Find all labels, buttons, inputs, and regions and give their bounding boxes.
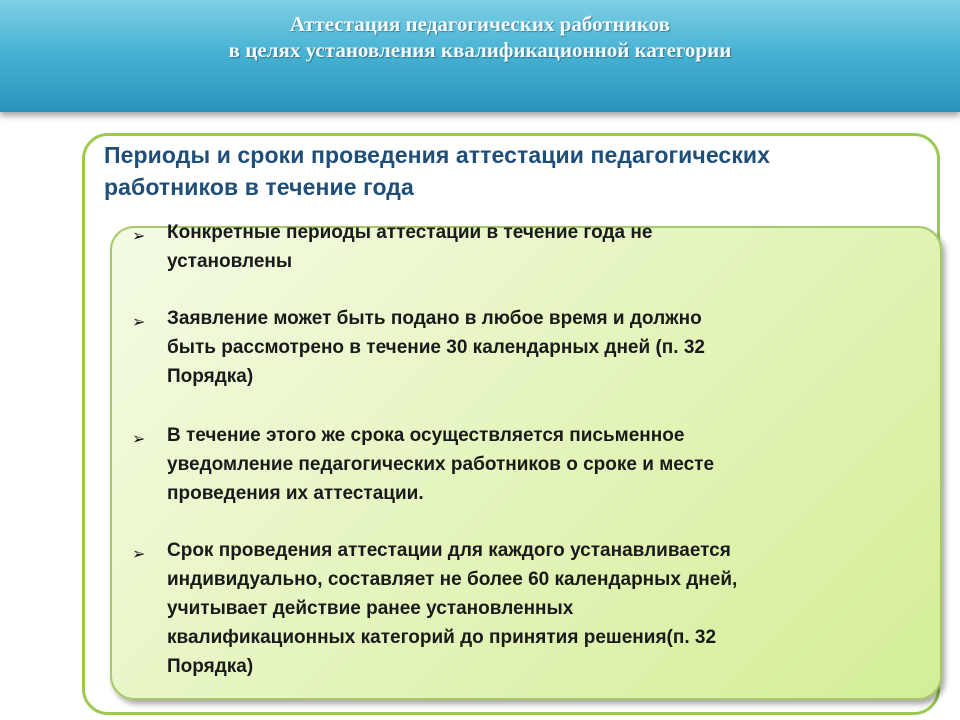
bullet-text-4: Срок проведения аттестации для каждого устанавливается индивидуально, составляет не более 60 календарных дней, учитывает действие ранее установленных квалификационных категорий до принятия решения(п. 32 Порядка) [167, 540, 738, 677]
bullet-text-2: Заявление может быть подано в любое время и должно быть рассмотрено в течение 30 календарных дней (п. 32 Порядка) [167, 308, 705, 387]
arrow-bullet-icon: ➢ [132, 546, 146, 563]
bullet-text-3: В течение этого же срока осуществляется письменное уведомление педагогических работников о сроке и месте проведения их аттестации. [167, 425, 715, 504]
title-banner [0, 0, 960, 112]
banner-title-line-1: Аттестация педагогических работников [290, 12, 670, 36]
bullet-text-1: Конкретные периоды аттестации в течение года не установлены [167, 222, 653, 272]
section-heading: Периоды и сроки проведения аттестации педагогических работников в течение года [104, 142, 771, 200]
arrow-bullet-icon: ➢ [132, 314, 146, 331]
arrow-bullet-icon: ➢ [132, 431, 146, 448]
banner-title-line-2: в целях установления квалификационной категории [228, 38, 732, 62]
arrow-bullet-icon: ➢ [132, 228, 146, 245]
